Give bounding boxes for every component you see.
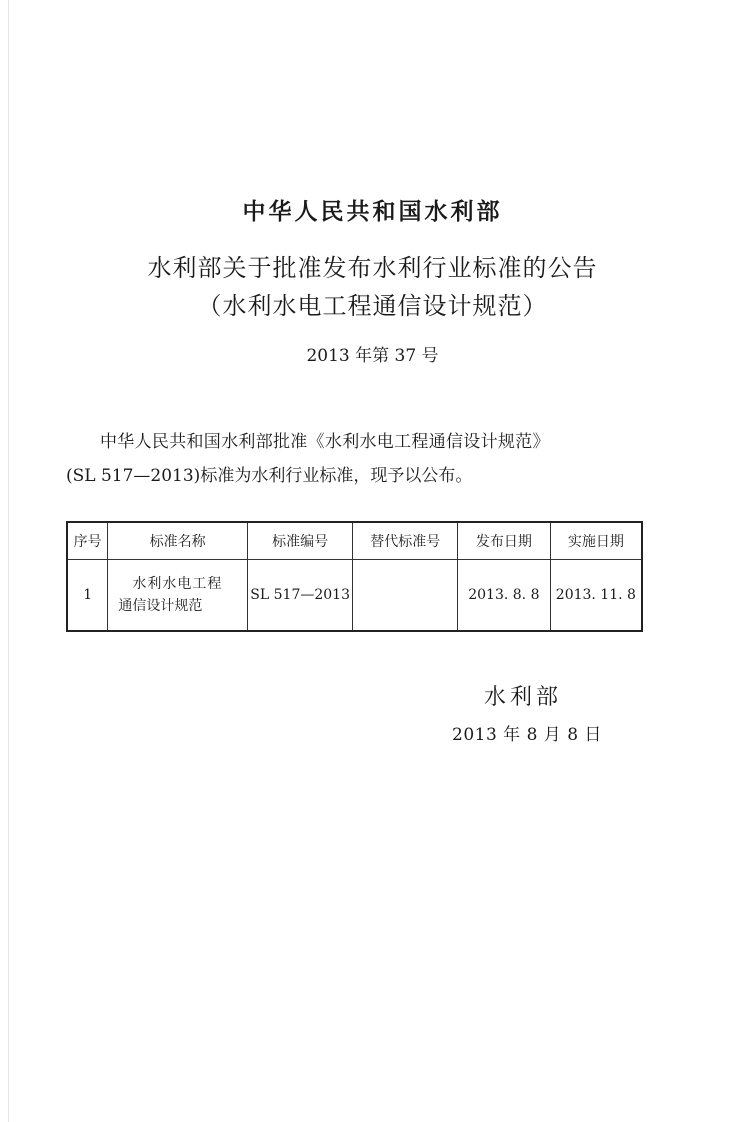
announcement-subtitle: （水利水电工程通信设计规范） bbox=[197, 292, 548, 320]
table-header-row bbox=[67, 522, 642, 560]
cell-publish-date: 2013. 8. 8 bbox=[458, 560, 551, 632]
standards-table bbox=[66, 521, 643, 632]
header-cell-no: 序号 bbox=[67, 522, 108, 560]
cell-effective-date: 2013. 11. 8 bbox=[550, 560, 642, 632]
signature-date: 2013 年 8 月 8 日 bbox=[452, 725, 602, 745]
cell-standard-code: SL 517—2013 bbox=[247, 560, 353, 632]
header-cell-effective-date: 实施日期 bbox=[550, 522, 642, 560]
header-cell-publish-date: 发布日期 bbox=[458, 522, 551, 560]
document-number: 2013 年第 37 号 bbox=[306, 346, 439, 366]
cell-no: 1 bbox=[67, 560, 108, 632]
issuing-ministry: 中华人民共和国水利部 bbox=[242, 198, 503, 225]
header-cell-replaces: 替代标准号 bbox=[353, 522, 458, 560]
header-cell-name: 标准名称 bbox=[108, 522, 247, 560]
cell-standard-name bbox=[108, 560, 247, 632]
page-edge-shadow bbox=[8, 0, 9, 1122]
header-cell-code: 标准编号 bbox=[247, 522, 353, 560]
standard-name-line-1: 水利水电工程 bbox=[132, 576, 223, 592]
paragraph-line-2: (SL 517—2013)标准为水利行业标准，现予以公布。 bbox=[66, 466, 473, 486]
cell-replaces bbox=[353, 560, 458, 632]
announcement-title: 水利部关于批准发布水利行业标准的公告 bbox=[147, 254, 598, 282]
standard-name-line-2: 通信设计规范 bbox=[118, 598, 203, 614]
signature-organization: 水利部 bbox=[484, 685, 563, 710]
table-row bbox=[67, 560, 642, 632]
paragraph-line-1: 中华人民共和国水利部批准《水利水电工程通信设计规范》 bbox=[100, 432, 550, 452]
announcement-paragraph bbox=[66, 425, 686, 493]
